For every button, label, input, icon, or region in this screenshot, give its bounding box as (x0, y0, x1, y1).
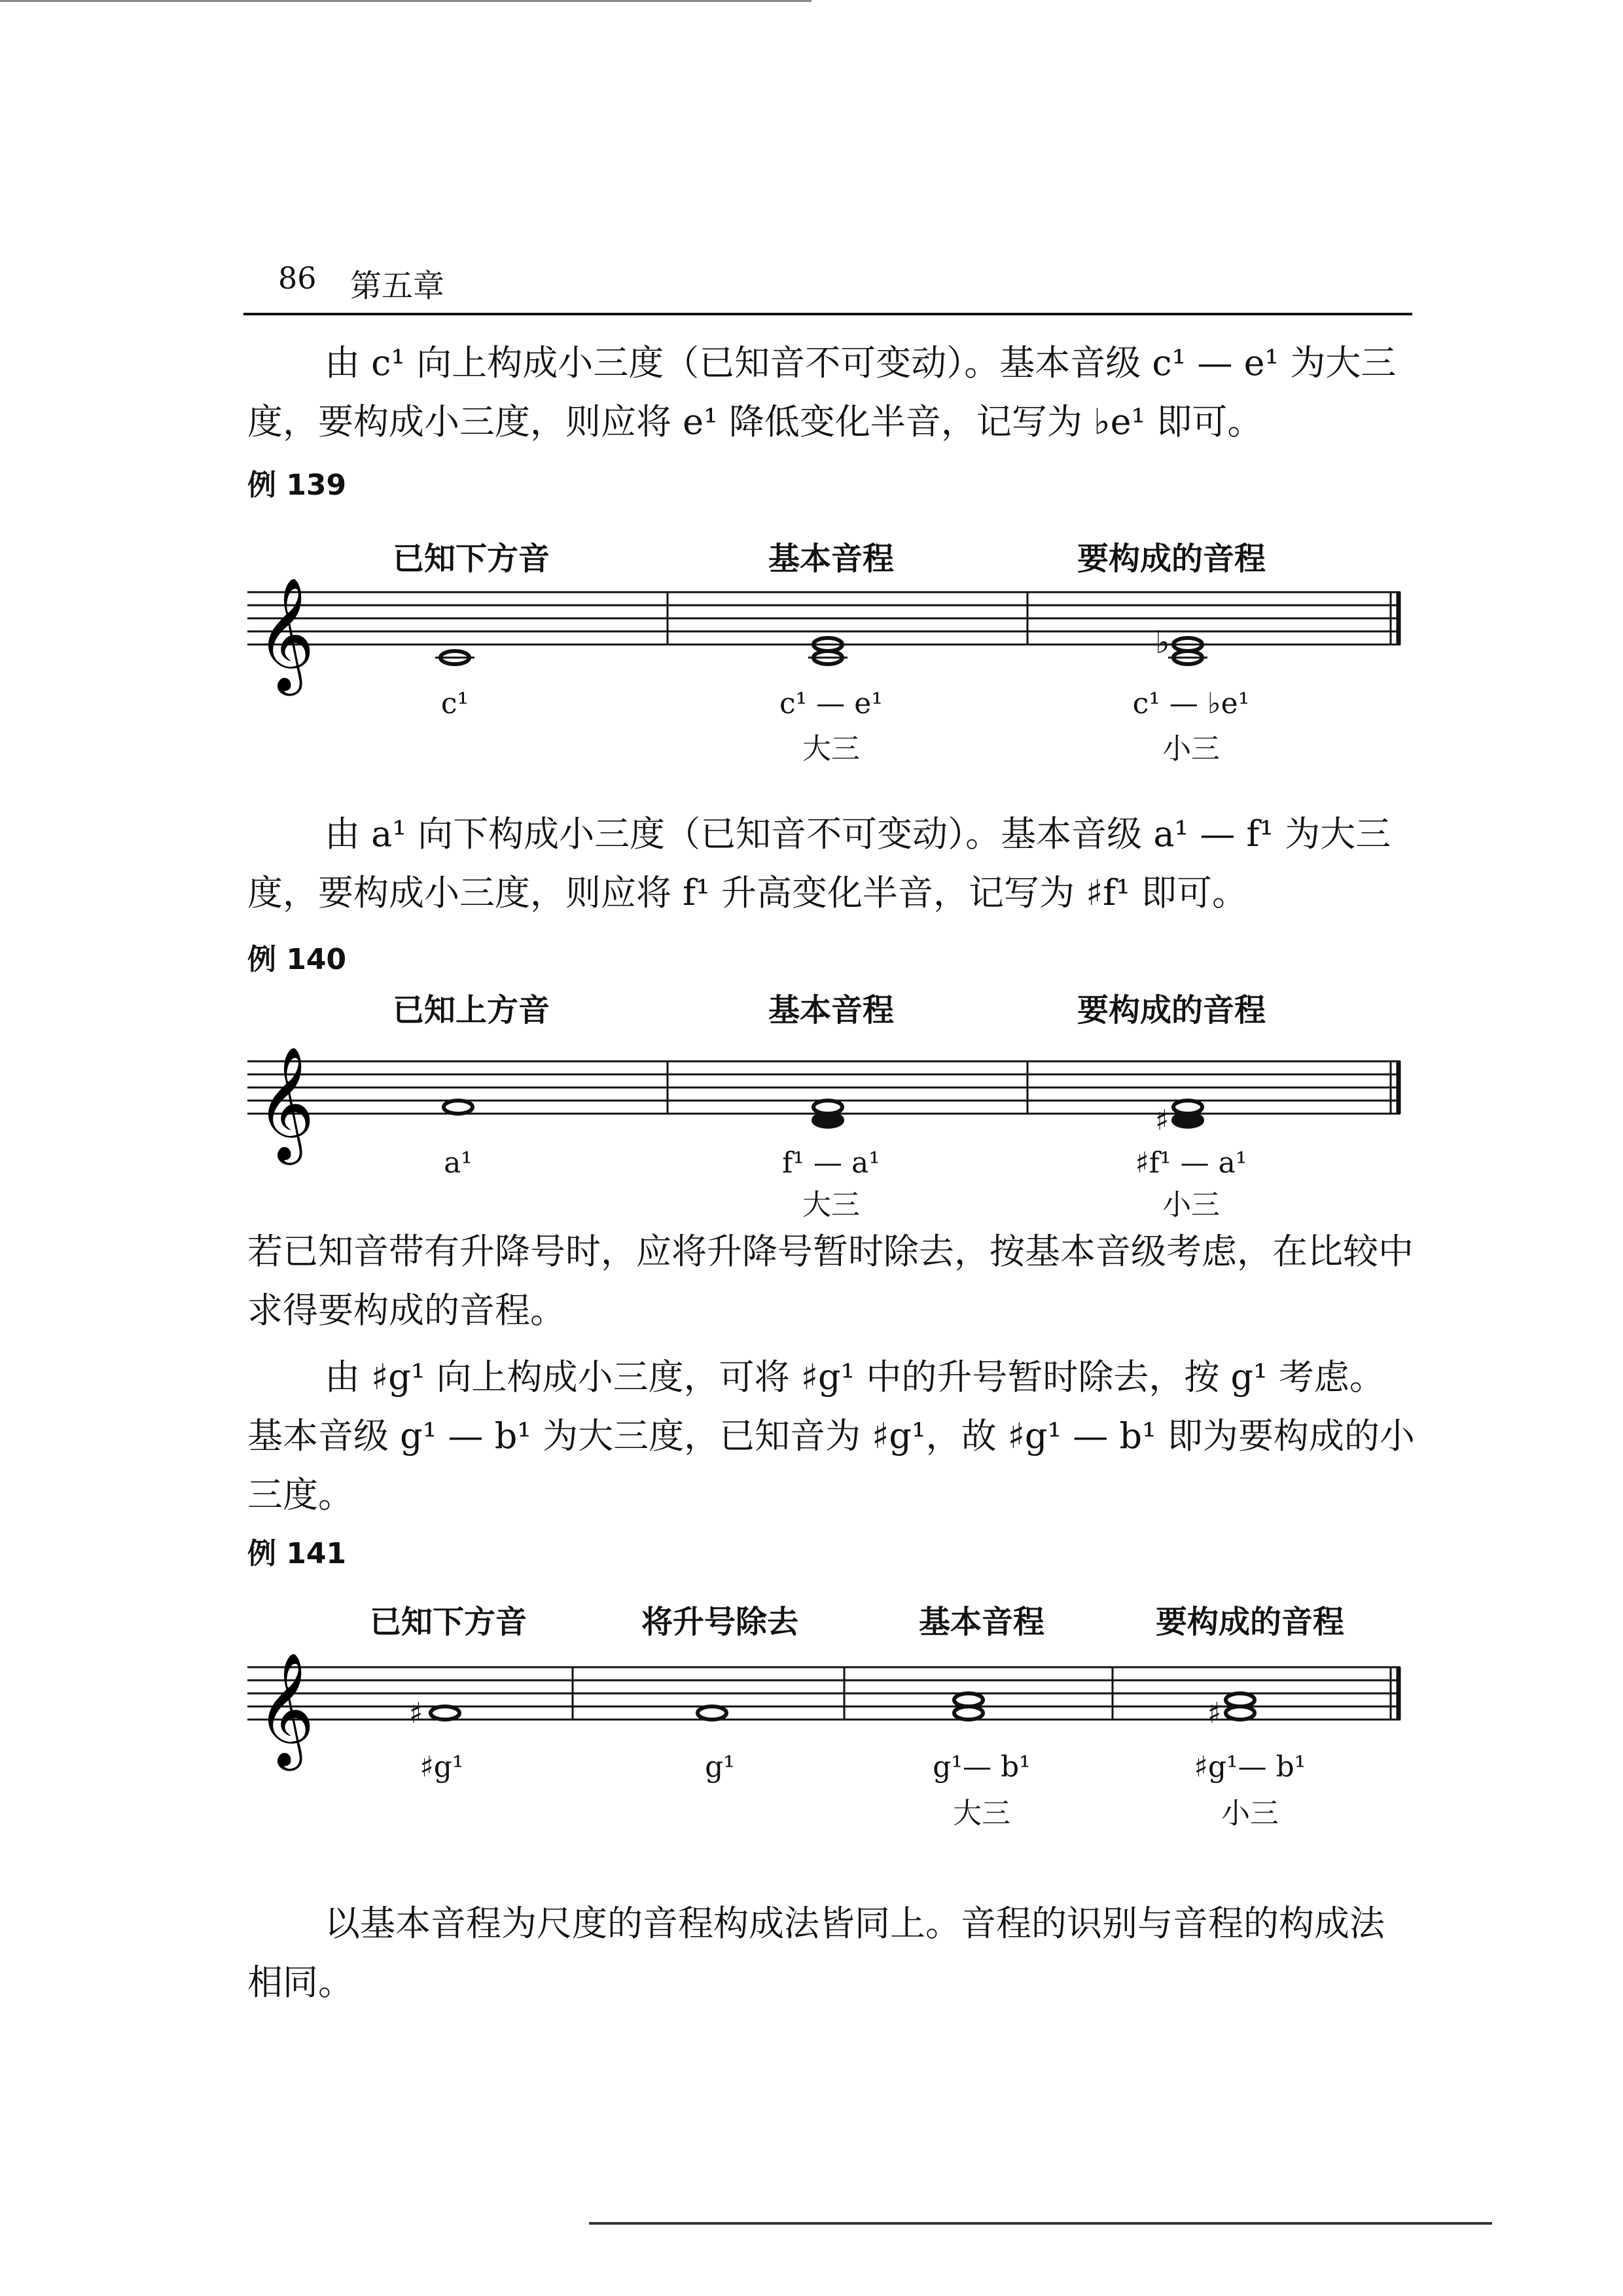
note-label: c¹ (440, 687, 469, 720)
quality-label: 小三 (1221, 1797, 1279, 1830)
quality-label: 小三 (1162, 1188, 1220, 1222)
note-label: ♯g¹— b¹ (1194, 1750, 1306, 1784)
bottom-scan-rule (589, 2222, 1492, 2225)
example-label: 例 141 (247, 1537, 347, 1570)
treble-clef-icon: 𝄞 (257, 1652, 315, 1766)
quality-label: 大三 (802, 1188, 860, 1222)
sharp-icon: ♯ (409, 1697, 423, 1730)
treble-clef-icon: 𝄞 (257, 577, 315, 691)
note-label: g¹— b¹ (933, 1750, 1031, 1784)
whole-note-gsharp1 (409, 1697, 459, 1730)
paragraph-2: 由 a¹ 向下构成小三度（已知音不可变动）。基本音级 a¹ — f¹ 为大三度，要构成小三度，则应将 f¹ 升高变化半音，记写为 ♯f¹ 即可。 (247, 813, 1391, 913)
example-heading: 基本音程 (768, 992, 894, 1029)
quality-label: 小三 (1162, 732, 1220, 766)
treble-clef-icon: 𝄞 (257, 1046, 315, 1160)
example-heading: 基本音程 (768, 540, 894, 577)
page-number: 86 (278, 260, 317, 296)
example-heading: 要构成的音程 (1077, 992, 1266, 1029)
example-heading: 已知下方音 (392, 540, 550, 577)
paragraph-5: 以基本音程为尺度的音程构成法皆同上。音程的识别与音程的构成法相同。 (247, 1903, 1385, 2003)
example-heading: 将升号除去 (641, 1604, 798, 1640)
quality-label: 大三 (802, 732, 860, 766)
note-label: g¹ (705, 1750, 735, 1784)
whole-note-g1 (698, 1706, 726, 1720)
example-heading: 要构成的音程 (1077, 540, 1266, 577)
chapter-title: 第五章 (350, 268, 445, 304)
paragraph-1: 由 c¹ 向上构成小三度（已知音不可变动）。基本音级 c¹ — e¹ 为大三度，要构成小三度，则应将 e¹ 降低变化半音，记写为 ♭e¹ 即可。 (247, 342, 1397, 442)
note-label: a¹ (444, 1146, 473, 1180)
example-heading: 已知上方音 (392, 992, 550, 1029)
example-heading: 已知下方音 (369, 1604, 527, 1640)
flat-icon: ♭ (1155, 624, 1170, 661)
note-label: c¹ — e¹ (779, 687, 883, 720)
example-heading: 要构成的音程 (1155, 1604, 1344, 1640)
example-heading: 基本音程 (918, 1604, 1044, 1640)
sharp-icon: ♯ (1207, 1697, 1222, 1730)
paragraph-4: 由 ♯g¹ 向上构成小三度，可将 ♯g¹ 中的升号暂时除去，按 g¹ 考虑。基本音级 g¹ — b¹ 为大三度，已知音为 ♯g¹，故 ♯g¹ — b¹ 即为要构成的小三度。 (247, 1356, 1415, 1515)
note-label: ♯g¹ (419, 1750, 464, 1784)
interval-g1-b1 (954, 1693, 983, 1720)
sharp-icon: ♯ (1155, 1104, 1169, 1137)
quality-label: 大三 (953, 1797, 1010, 1830)
paragraph-3: 若已知音带有升降号时，应将升降号暂时除去，按基本音级考虑，在比较中求得要构成的音程。 (247, 1231, 1414, 1331)
note-label: c¹ — ♭e¹ (1132, 687, 1250, 720)
example-label: 例 139 (247, 468, 347, 502)
note-label: ♯f¹ — a¹ (1135, 1146, 1247, 1180)
interval-gsharp1-b1 (1207, 1693, 1255, 1730)
example-label: 例 140 (247, 943, 347, 976)
note-label: f¹ — a¹ (782, 1146, 880, 1180)
